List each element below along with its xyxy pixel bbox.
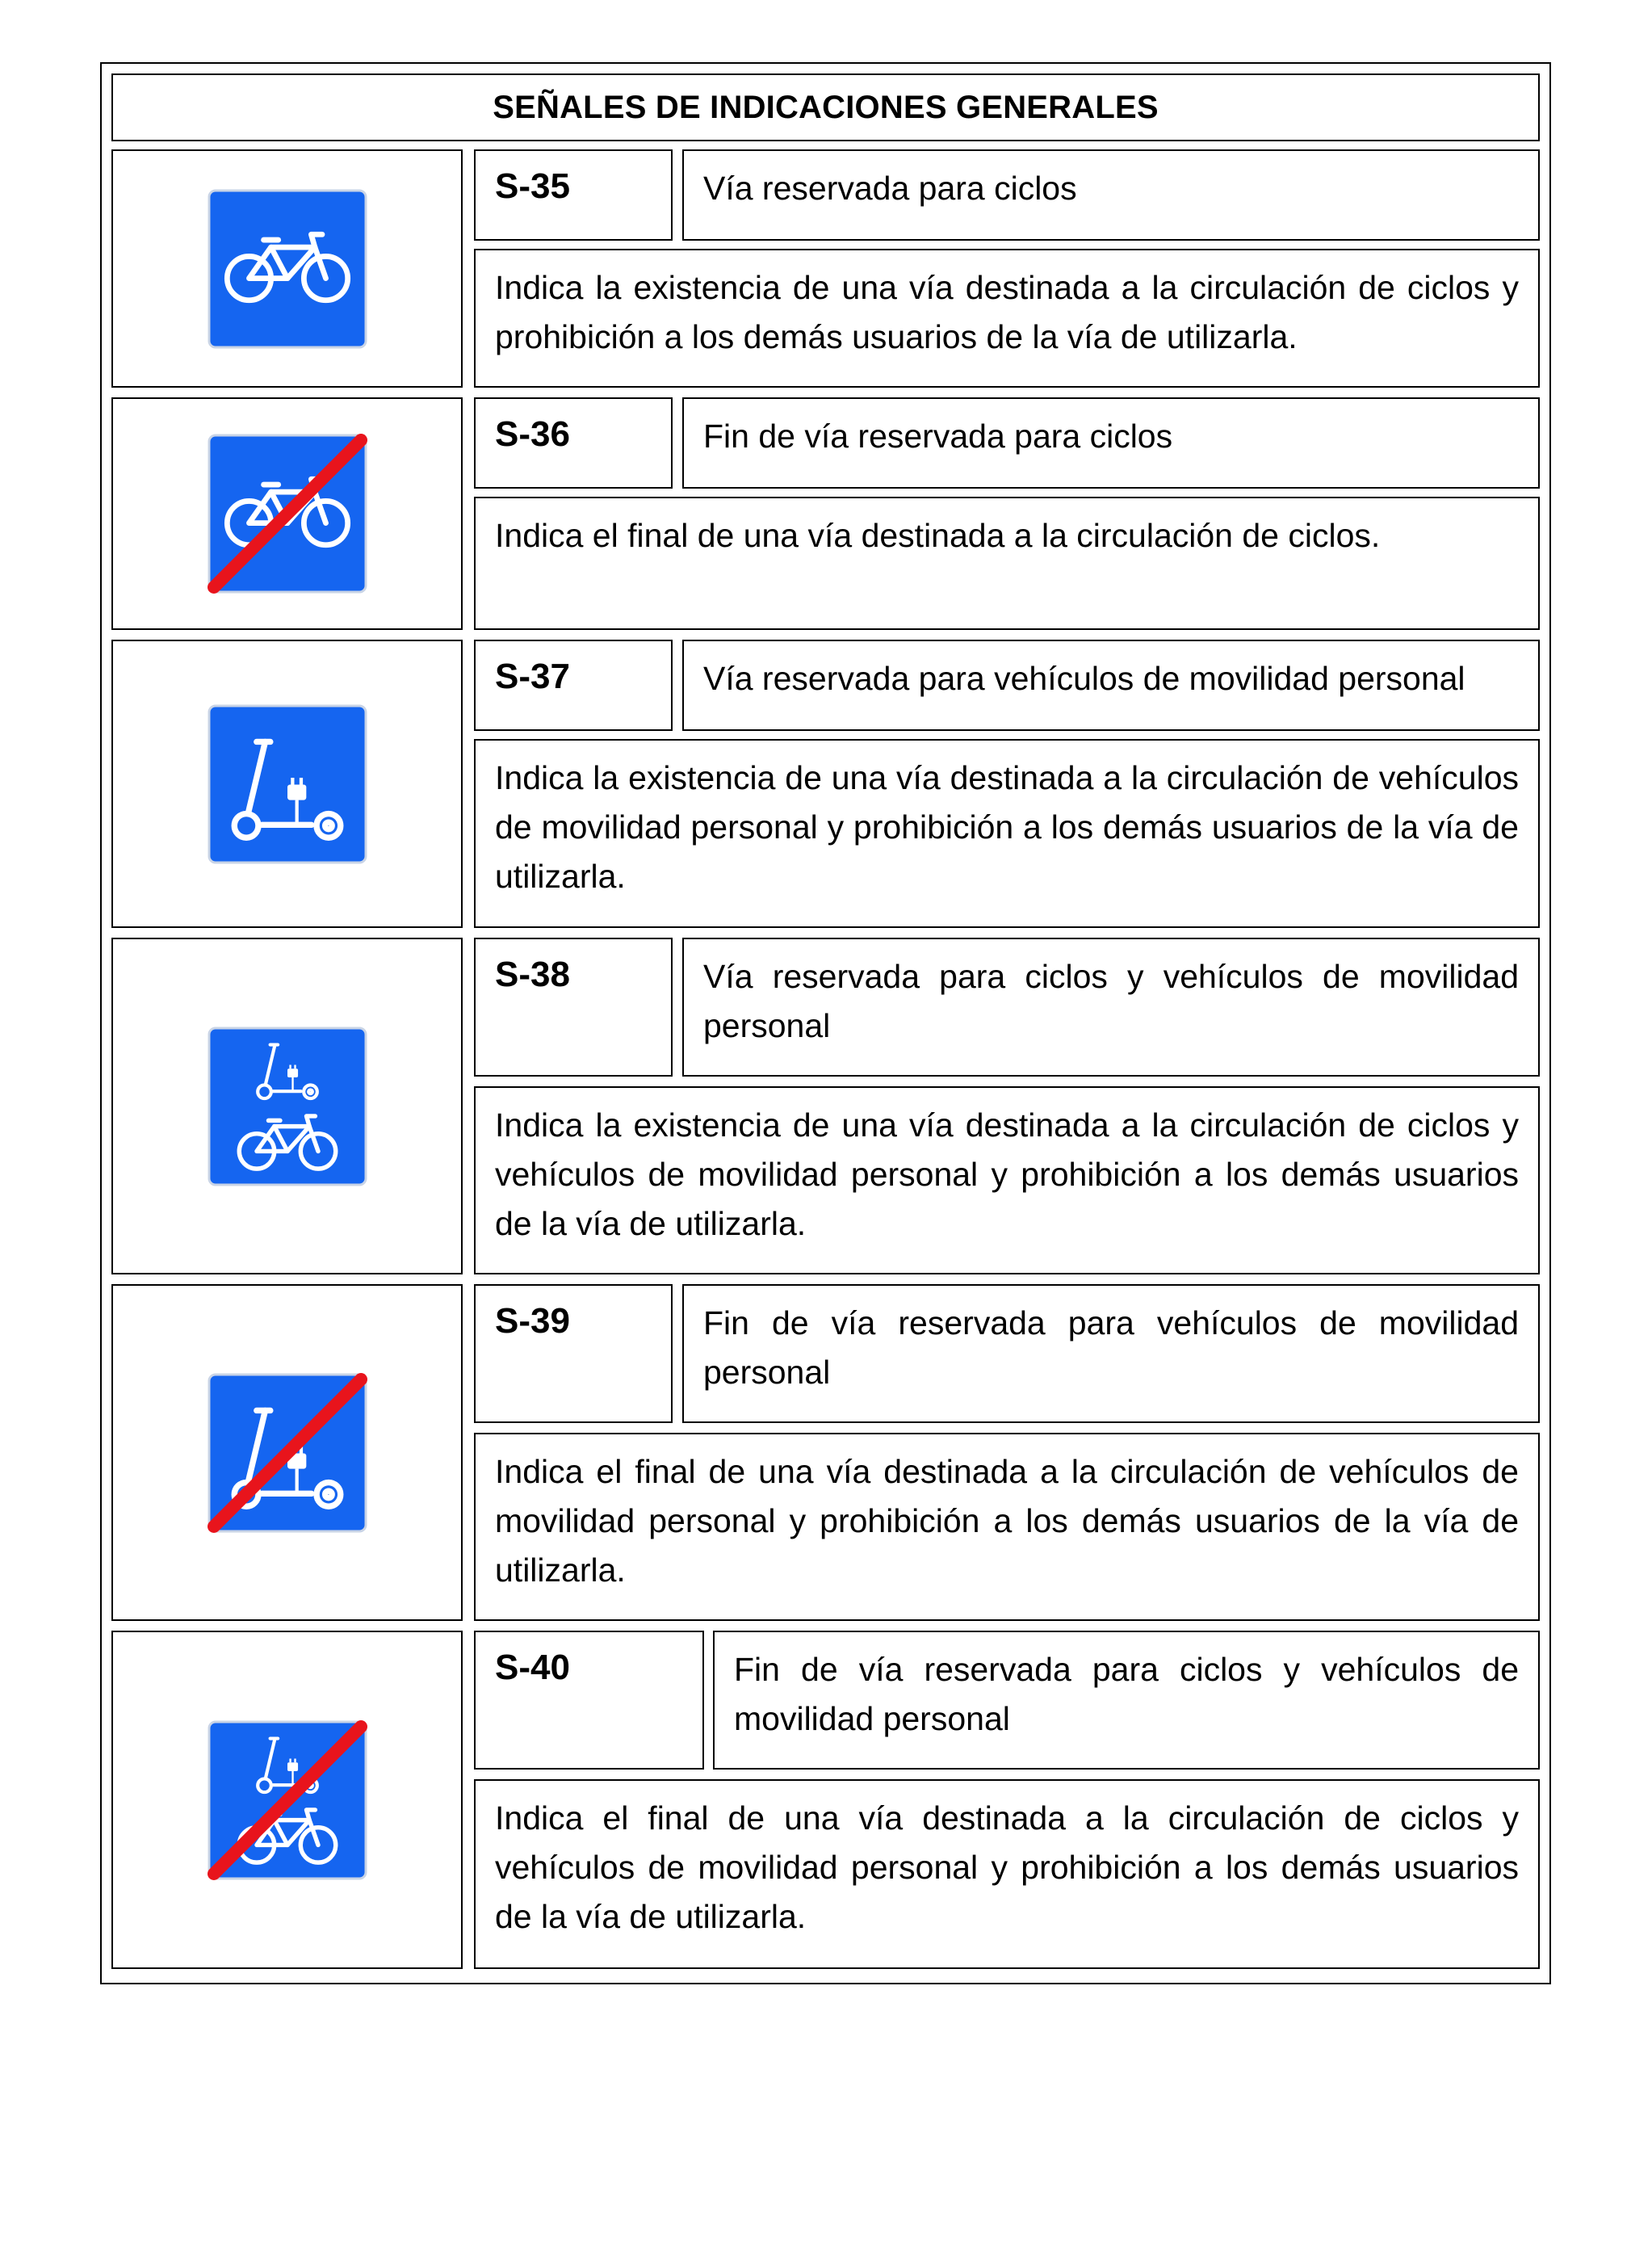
sign-cell-s37 [111, 640, 463, 928]
bicycle-end-icon [208, 434, 367, 594]
scooter-end-icon [208, 1373, 367, 1533]
sign-description: Indica el final de una vía destinada a la circulación de vehículos de movilidad personal y prohibición a los demás usuarios de la vía de utilizarla. [474, 1433, 1540, 1621]
sign-description: Indica la existencia de una vía destinada a la circulación de vehículos de movilidad personal y prohibición a los demás usuarios de la vía de utilizarla. [474, 739, 1540, 928]
sign-name: Vía reservada para ciclos [682, 149, 1540, 241]
sign-description: Indica la existencia de una vía destinada a la circulación de ciclos y vehículos de movilidad personal y prohibición a los demás usuarios de la vía de utilizarla. [474, 1086, 1540, 1274]
sign-name: Vía reservada para ciclos y vehículos de movilidad personal [682, 938, 1540, 1077]
sign-code: S-35 [474, 149, 673, 241]
sign-code: S-38 [474, 938, 673, 1077]
sign-code: S-40 [474, 1631, 704, 1770]
sign-code: S-36 [474, 397, 673, 489]
sign-description: Indica la existencia de una vía destinada a la circulación de ciclos y prohibición a los demás usuarios de la vía de utilizarla. [474, 249, 1540, 388]
sign-cell-s40 [111, 1631, 463, 1969]
sign-name: Vía reservada para vehículos de movilidad personal [682, 640, 1540, 731]
sign-cell-s39 [111, 1284, 463, 1621]
sign-cell-s36 [111, 397, 463, 630]
sign-name: Fin de vía reservada para vehículos de movilidad personal [682, 1284, 1540, 1423]
sign-cell-s38 [111, 938, 463, 1274]
signs-table [100, 62, 1551, 1984]
scooter-bicycle-icon [208, 1027, 367, 1186]
scooter-icon [208, 704, 367, 864]
sign-cell-s35 [111, 149, 463, 388]
sign-name: Fin de vía reservada para ciclos y vehículos de movilidad personal [713, 1631, 1540, 1770]
sign-code: S-39 [474, 1284, 673, 1423]
sign-description: Indica el final de una vía destinada a la circulación de ciclos. [474, 497, 1540, 630]
sign-name: Fin de vía reservada para ciclos [682, 397, 1540, 489]
scooter-bicycle-end-icon [208, 1720, 367, 1880]
sign-code: S-37 [474, 640, 673, 731]
bicycle-icon [208, 189, 367, 349]
sign-description: Indica el final de una vía destinada a la circulación de ciclos y vehículos de movilidad personal y prohibición a los demás usuarios de la vía de utilizarla. [474, 1779, 1540, 1969]
table-title: SEÑALES DE INDICACIONES GENERALES [111, 73, 1540, 141]
